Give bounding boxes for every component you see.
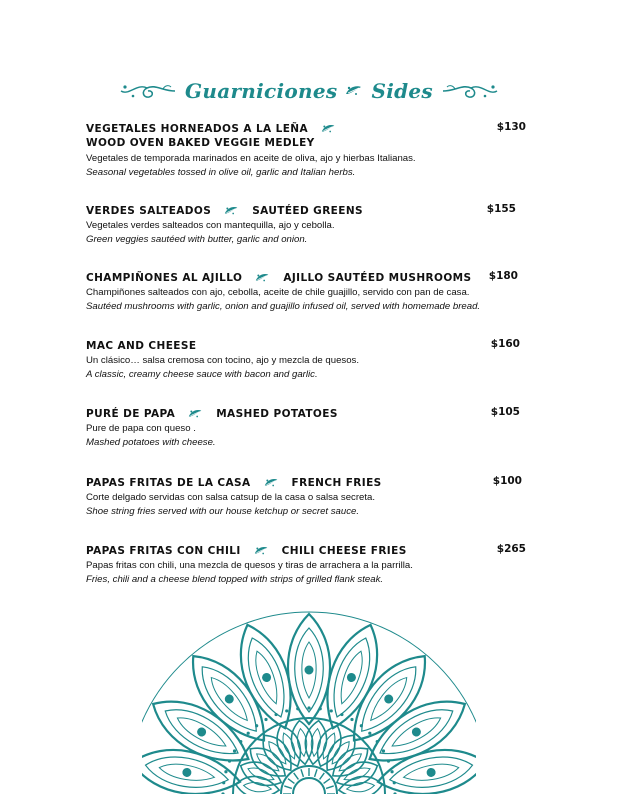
item-name-english: MASHED POTATOES [216,407,338,420]
item-name: MAC AND CHEESE [86,339,197,352]
item-name-row [86,406,526,421]
item-name: PAPAS FRITAS CON CHILI [86,544,241,557]
item-name-english: FRENCH FRIES [291,476,382,489]
item-description-english: A classic, creamy cheese sauce with bacon and garlic. [86,369,318,380]
item-name-english: WOOD OVEN BAKED VEGGIE MEDLEY [86,137,315,149]
leaf-separator-icon [345,85,363,97]
leaf-separator-icon [263,478,280,488]
item-price: $155 [486,203,516,215]
item-name-english: CHILI CHEESE FRIES [281,544,407,557]
title-english: Sides [371,79,433,103]
item-name-english: AJILLO SAUTÉED MUSHROOMS [283,271,472,284]
item-description-spanish: Papas fritas con chili, una mezcla de quesos y tiras de arrachera a la parrilla. [86,560,413,571]
item-description-english: Green veggies sautéed with butter, garlic and onion. [86,234,308,245]
item-description-english: Mashed potatoes with cheese. [86,437,216,448]
item-name-row [86,475,526,490]
item-description-spanish: Corte delgado servidas con salsa catsup de la casa o salsa secreta. [86,492,376,503]
item-description-spanish: Pure de papa con queso . [86,423,196,434]
item-description-spanish: Vegetales de temporada marinados en aceite de oliva, ajo y hierbas Italianas. [86,153,416,164]
menu-item-pure-de-papa [86,406,526,450]
menu-item-papas-fritas [86,475,526,519]
item-description-english: Sautéed mushrooms with garlic, onion and guajillo infused oil, served with homemade bread. [86,301,481,312]
right-flourish-icon [441,80,499,102]
leaf-separator-icon [320,124,337,134]
item-price: $100 [492,475,522,487]
leaf-separator-icon [254,273,271,283]
item-description-spanish: Un clásico… salsa cremosa con tocino, ajo y mezcla de quesos. [86,355,360,366]
menu-item-mac-and-cheese [86,338,526,382]
leaf-separator-icon [187,409,204,419]
item-price: $180 [488,270,518,282]
item-description-spanish: Champiñones salteados con ajo, cebolla, aceite de chile guajillo, servido con pan de casa. [86,287,470,298]
item-description-english: Fries, chili and a cheese blend topped with strips of grilled flank steak. [86,574,384,585]
menu-item-vegetales [86,121,526,180]
menu-item-champinones [86,270,526,314]
item-name: VEGETALES HORNEADOS A LA LEÑA [86,122,309,135]
item-name-english: SAUTÉED GREENS [252,204,363,217]
item-price: $265 [496,543,526,555]
item-price: $105 [490,406,520,418]
item-name-row [86,203,526,218]
leaf-separator-icon [223,206,240,216]
item-description-spanish: Vegetales verdes salteados con mantequilla, ajo y cebolla. [86,220,335,231]
item-name-row [86,121,526,136]
mandala-decoration-icon [142,608,476,794]
item-name-row [86,270,526,285]
item-name: VERDES SALTEADOS [86,204,212,217]
item-name: CHAMPIÑONES AL AJILLO [86,271,243,284]
item-description-english: Seasonal vegetables tossed in olive oil, garlic and Italian herbs. [86,167,356,178]
title-spanish: Guarniciones [184,79,338,103]
item-name-row [86,543,526,558]
item-description-english: Shoe string fries served with our house ketchup or secret sauce. [86,506,360,517]
menu-item-chili-cheese-fries [86,543,526,587]
item-name: PURÉ DE PAPA [86,407,176,420]
item-price: $130 [496,121,526,133]
left-flourish-icon [119,80,177,102]
item-name-row [86,338,526,353]
leaf-separator-icon [253,546,270,556]
menu-item-verdes [86,203,526,247]
item-price: $160 [490,338,520,350]
item-name: PAPAS FRITAS DE LA CASA [86,476,251,489]
menu-header [0,74,618,108]
